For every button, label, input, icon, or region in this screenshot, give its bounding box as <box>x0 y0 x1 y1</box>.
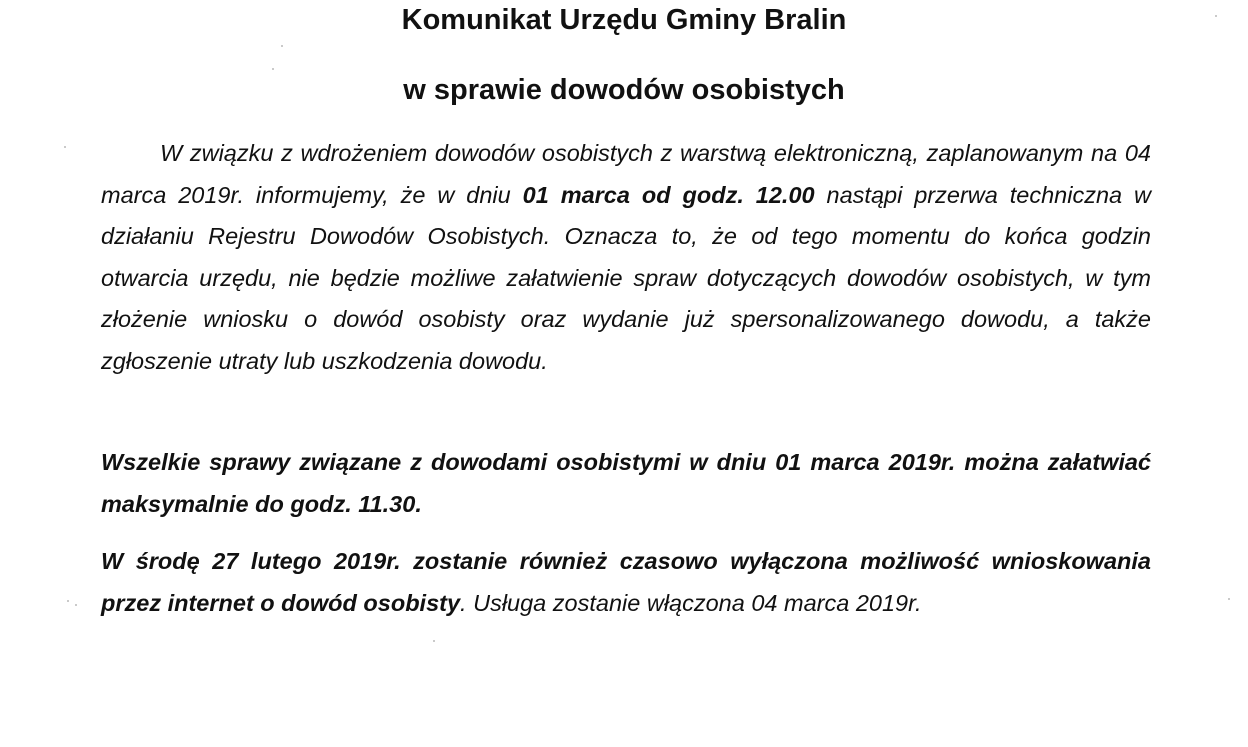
paragraph-3-bold: W środę 27 lutego 2019r. zostanie również czasowo wyłączona możliwość wnioskowania przez internet o dowód osobisty <box>101 548 1151 616</box>
paragraph-technical-break <box>101 133 1151 382</box>
notice-title: Komunikat Urzędu Gminy Bralin <box>401 4 847 36</box>
scan-speck <box>75 604 77 606</box>
paragraph-1-bold-date: 01 marca od godz. 12.00 <box>522 181 815 208</box>
scan-speck <box>272 68 274 70</box>
scan-speck <box>433 640 435 642</box>
scan-speck <box>1228 598 1230 600</box>
paragraph-deadline: Wszelkie sprawy związane z dowodami osobistymi w dniu 01 marca 2019r. można załatwiać maksymalnie do godz. 11.30. <box>101 449 1151 517</box>
scan-speck <box>67 600 69 602</box>
paragraph-3-text: . Usługa zostanie włączona 04 marca 2019r. <box>460 589 922 616</box>
notice-subtitle: w sprawie dowodów osobistych <box>403 74 845 106</box>
scan-speck <box>281 45 283 47</box>
scan-speck <box>1215 15 1217 17</box>
scan-speck <box>64 146 66 148</box>
paragraph-online-service <box>101 541 1151 624</box>
paragraph-1-text-a: W związku z wdrożeniem dowodów osobistych z warstwą elektroniczną, zaplanowanym na 04 marca 2019r. informujemy, że w dniu <box>101 140 1151 208</box>
paragraph-1-text-b: nastąpi przerwa techniczna w działaniu Rejestru Dowodów Osobistych. Oznacza to, że od tego momentu do końca godzin otwarcia urzędu, nie będzie możliwe załatwienie spraw dotyczących dowodów osobistych, w tym złożenie wniosku o dowód osobisty oraz wydanie już spersonalizowanego dowodu, a także zgłoszenie utraty lub uszkodzenia dowodu. <box>101 181 1151 374</box>
